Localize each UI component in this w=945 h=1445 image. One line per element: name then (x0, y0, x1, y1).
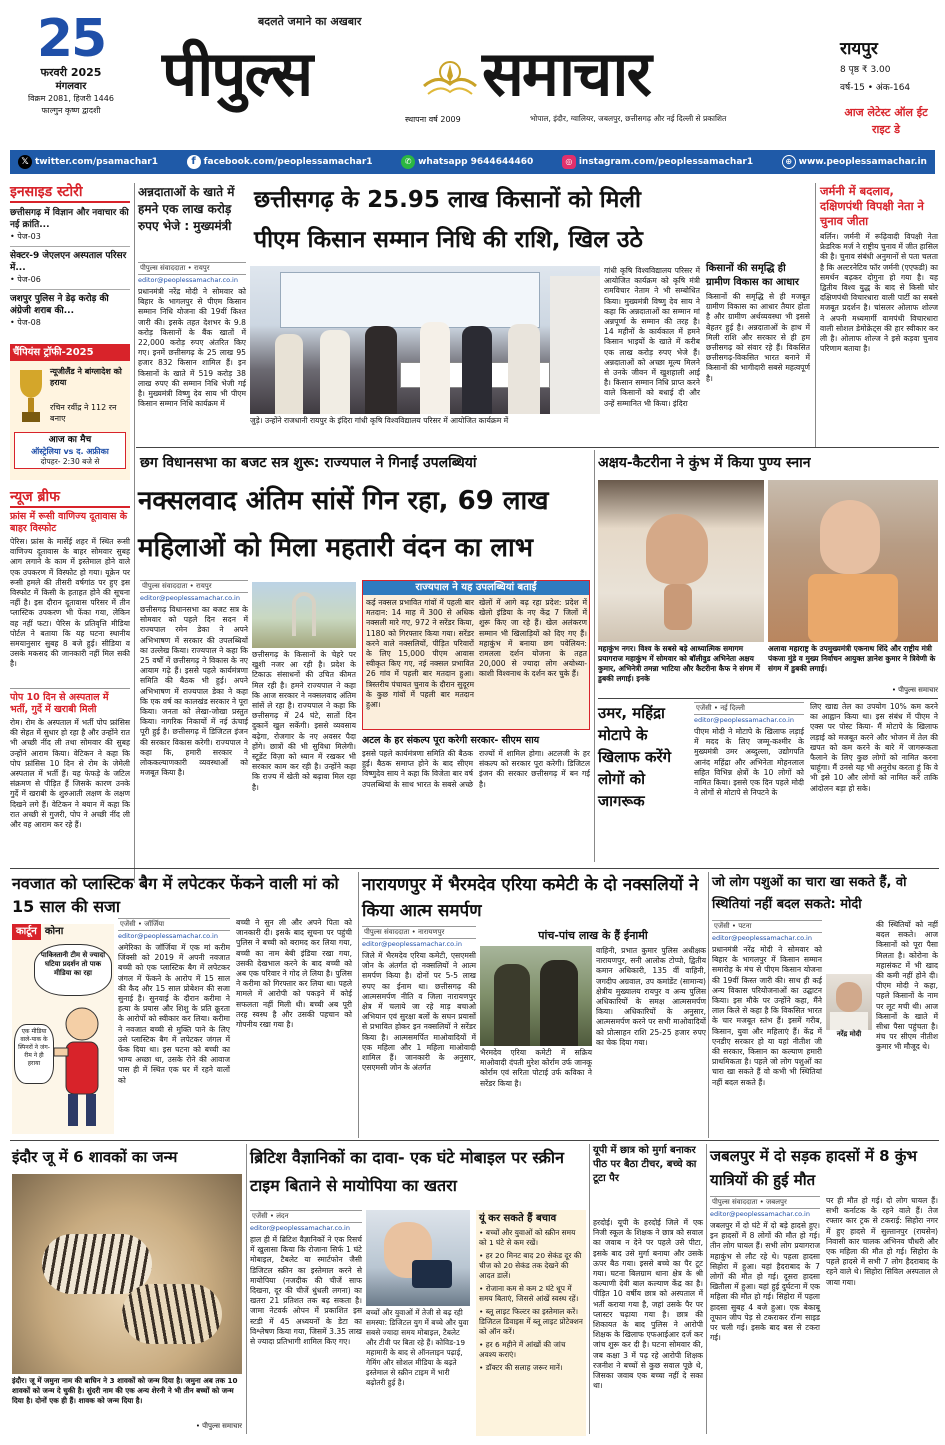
photo-person (494, 964, 530, 1046)
photo-cub (42, 1234, 152, 1294)
cattle-headline: जो लोग पशुओं का चारा खा सकते हैं, वो स्थितियां नहीं बदल सकते: मोदी (712, 875, 907, 912)
inside-item-text: छत्तीसगढ़ में विज्ञान और नवाचार की नई क्रांति... (10, 208, 129, 230)
logo-title-right: समाचार (482, 37, 650, 110)
inside-item-page: • पेज-06 (10, 275, 41, 284)
logo-emblem (420, 46, 480, 104)
tip-item: • रोजाना कम से कम 2 घंटे धूप में समय बिताएं, जिससे आंखें स्वस्थ रहें। (479, 1284, 579, 1303)
myopia-photo (366, 1210, 470, 1306)
budget-email[interactable]: editor@peoplessamachar.co.in (140, 594, 240, 602)
date-month-year: फरवरी 2025 (40, 66, 102, 79)
obesity-byline: एजेंसी • नई दिल्ली (694, 702, 804, 715)
date-weekday: मंगलवार (55, 81, 87, 92)
match-time: दोपहर- 2:30 बजे से (40, 457, 100, 466)
inside-item-text: सेक्टर-9 जेएलएन अस्पताल परिसर में... (10, 251, 127, 273)
myopia-email[interactable]: editor@peoplessamachar.co.in (250, 1224, 350, 1232)
budget-byline: पीपुल्स संवाददाता • रायपुर (140, 580, 248, 593)
jabalpur-email[interactable]: editor@peoplessamachar.co.in (710, 1210, 810, 1218)
cattle-col1 (712, 920, 822, 1136)
website-url: www.peoplessamachar.in (798, 157, 927, 167)
cattle-body-col2: की स्थितियों को नहीं बदल सकते। आज किसानों को पूरा पैसा मिलता है। कोरोना के महासंकट में भी खाद की कमी नहीं होने दी। पीएम मोदी ने कहा, पहले किसानों के नाम पर लूट मची थी। आज किसानों के खाते में सीधा पैसा पहुंचता है। मंच पर सीएम नीतीश कुमार भी मौजूद थे। (876, 920, 938, 1052)
inside-item[interactable] (10, 207, 130, 242)
news-brief-title: न्यूज ब्रीफ (10, 488, 130, 508)
obesity-email[interactable]: editor@peoplessamachar.co.in (694, 716, 794, 724)
naxal-byline: पीपुल्स संवाददाता • नारायणपुर (362, 926, 476, 939)
inside-item-page: • पेज-08 (10, 318, 41, 327)
newborn-body-col2: बच्ची ने सुन ली और अपने पिता को जानकारी दी। इसके बाद सूचना पर पहुंची पुलिस ने बच्ची को बरामद कर लिया गया, बच्ची का नाम बेबी इंडिया रखा गया, उसकी देखभाल करने के बाद बच्ची को अब एक परिवार ने गोद ले लिया है। पुलिस ने करीमा को गिरफ्तार कर लिया था। पहले मामले में आरोपी को पकड़ने में कोई सफलता नहीं मिली थी। बच्ची अब पूरी तरह स्वस्थ है और उसकी पहचान को गोपनीय रखा गया है। (236, 918, 352, 1030)
photo-person (420, 322, 450, 414)
obesity-body-col1: पीएम मोदी ने मोटापे के खिलाफ लड़ाई में मदद के लिए जम्मू-कश्मीर के मुख्यमंत्री उमर अब्दुल्ला, उद्योगपति आनंद महिंद्रा और अभिनेता मोहनलाल सहित विभिन्न क्षेत्रों के 10 लोगों को नामित किया। इससे एक दिन पहले मोदी ने लोगों से मोटापे से निपटने के (694, 727, 804, 798)
naxal-body-col1: जिले में भैरमदेव एरिया कमेटी, एसएमसी जोन के अंतर्गत दो नक्सलियों ने आत्म समर्पण किया है। दोनों पर 5-5 लाख रुपए का ईनाम था। छत्तीसगढ़ की आत्मसमर्पण नीति व जिला नारायणपुर क्षेत्र में चलाये जा रहे माड़ बचाओ अभियान एवं सुरक्षा बलों के सघन प्रयासों से प्रभावित होकर इन नक्सलियों ने सरेंडर किया है। आत्मसमर्पित माओवादियों में एक महिला और 1 महिला माओवादी शामिल हैं। जानकारी के अनुसार, एसएमसी जोन के अंतर्गत (362, 951, 476, 1073)
atal-headline: अटल के हर संकल्प पूरा करेगी सरकार- सीएम साय (362, 735, 540, 746)
lead-body-col1: प्रधानमंत्री नरेंद्र मोदी ने सोमवार को बिहार के भागलपुर से पीएम किसान सम्मान निधि योजना की 19वीं किश्त जारी की। इसके तहत देशभर के 9.8 करोड़ किसानों के बैंक खातों में 22,000 करोड़ रुपए अंतरित किए गए। इनमें छत्तीसगढ़ के 25 लाख 95 हजार 832 किसान शामिल हैं। इन किसानों के खाते में 519 करोड़ 38 लाख रुपए की सम्मान निधि भेजी गई है। मुख्यमंत्री विष्णु देव साय भी पीएम किसान सम्मान निधि कार्यक्रम में (138, 287, 246, 409)
obesity-headline: उमर, महिंद्रा मोटापे के खिलाफ करेंगे लोगों को जागरूक (598, 704, 672, 810)
tip-item: • ब्लू लाइट फिल्टर का इस्तेमाल करें। डिजिटल डिवाइस में ब्लू लाइट प्रोटेक्शन को ऑन करें। (479, 1307, 583, 1336)
inside-item-text: जशपुर पुलिस ने डेढ़ करोड़ की अंग्रेजी शराब की... (10, 294, 109, 316)
inside-item[interactable] (10, 246, 130, 285)
whatsapp-icon: ✆ (401, 155, 415, 169)
budget-kicker: छग विधानसभा का बजट सत्र शुरू: राज्यपाल ने गिनाईं उपलब्धियां (140, 455, 477, 471)
modi-caption: नरेंद्र मोदी (836, 1030, 862, 1038)
photo-person (320, 330, 350, 414)
jabalpur-byline: पीपुल्स संवाददाता • जबलपुर (710, 1196, 820, 1209)
jabalpur-col1 (710, 1196, 820, 1436)
match-teams: ऑस्ट्रेलिया vs द. अफ्रीका (31, 447, 109, 456)
lead-email[interactable]: editor@peoplessamachar.co.in (138, 276, 238, 284)
published-from: भोपाल, इंदौर, ग्वालियर, जबलपुर, छत्तीसगढ़ और नई दिल्ली से प्रकाशित (530, 114, 727, 123)
jabalpur-body-col2: पर ही मौत हो गई। दो लोग घायल हैं। सभी कर्नाटक के रहने वाले हैं। तेज रफ्तार कार ट्रक से टकराई: सिहोरा नगर में हुए हादसे में सुल्तानपुर (रायसेन) निवासी कार चालक अभिनव चौधरी और एक महिला की मौत हो गई। सिहोरा के पहले हादसे में सभी 7 लोग हैदराबाद के रहने वाले थे। सिहोरा सिविल अस्पताल ले जाया गया। (826, 1196, 938, 1287)
zoo-photo (12, 1174, 242, 1374)
cartoon-label-2: कोना (44, 926, 64, 937)
inside-item-page: • पेज-03 (10, 232, 41, 241)
myopia-tips-list (476, 1228, 586, 1373)
atal-story (362, 734, 590, 866)
myopia-body-col1: हाल ही में ब्रिटिश वैज्ञानिकों ने एक रिसर्च में खुलासा किया कि रोजाना सिर्फ 1 घंटे मोबाइल, टैबलेट या स्मार्टफोन जैसी डिजिटल स्क्रीन का इस्तेमाल करने से मायोपिया (नजदीक की चीजें साफ दिखना, दूर की चीजें धुंधली लगना) का खतरा 21 प्रतिशत तक बढ़ सकता है। जामा नेटवर्क ओपन में प्रकाशित इस स्टडी में 45 अध्ययनों के डेटा का विश्लेषण किया गया, जिसमें 3.35 लाख से ज्यादा प्रतिभागी शामिल किए गए। (250, 1235, 362, 1347)
newborn-byline: एजेंसी • जॉर्जिया (118, 918, 230, 931)
budget-body-col1: छत्तीसगढ़ विधानसभा का बजट सत्र के सोमवार को पहले दिन सदन में राज्यपाल रमेन डेका ने अपने अभिभाषण में सरकार की उपलब्धियों का उल्लेख किया। राज्यपाल ने कहा कि 25 वर्षों में छत्तीसगढ़ ने विकास के नए आयाम गढ़े हैं। इससे पहले कार्यमंत्रणा समिति की बैठक भी हुई। अपने अभिभाषण में राज्यपाल डेका ने कहा कि एक वर्ष का कालखंड सरकार ने पूरा किया। जनता को लेखा-जोखा प्रस्तुत किया। नागरिक निकायों में नई ऊंचाई पूरी हुई है। छत्तीसगढ़ में डिजिटल इंजन की सरकार विकास करेगी। राज्यपाल ने कहा कि, हमारी सरकार ने लोककल्याणकारी व्यवस्थाओं को मजबूत किया है। (140, 605, 248, 778)
photo-body (830, 1012, 868, 1030)
jabalpur-headline: जबलपुर में दो सड़क हादसों में 8 कुंभ यात्रियों की हुई मौत (710, 1147, 917, 1189)
naxal-email[interactable]: editor@peoplessamachar.co.in (362, 940, 462, 948)
lead-sidebar (706, 262, 810, 444)
governor-achievements-box (362, 580, 590, 730)
photo-face (646, 514, 708, 584)
photo-phone (412, 1260, 452, 1288)
akshay-headline: अक्षय-कैटरीना ने कुंभ में किया पुण्य स्नान (598, 455, 811, 471)
instagram-icon: ◎ (562, 155, 576, 169)
photo-cub (122, 1284, 222, 1344)
inside-story-title: इनसाइड स्टोरी (10, 183, 130, 203)
teacher-body: हरदोई। यूपी के हरदोई जिले में एक निजी स्कूल के शिक्षक ने छात्र को सवाल का जवाब न देने पर पहले उसे पीटा, इसके बाद उसे मुर्गा बनाया और उसके ऊपर बैठ गया। इससे बच्चे का पैर टूट गया। घटना बिलग्राम थाना क्षेत्र के श्री कल्याणी देवी बाल कल्याण केंद्र का है। पीड़ित 10 वर्षीय छात्र को अस्पताल में भर्ती कराया गया है, जहां उसके पैर पर प्लास्टर चढ़ाया गया है। छात्र की शिकायत के बाद पुलिस ने आरोपी शिक्षक के खिलाफ एफआईआर दर्ज कर जांच शुरू कर दी है। घटना सोमवार की, जब कक्षा 3 में पढ़ रहे आरोपी शिक्षक रजनीश ने बच्चों से कुछ सवाल पूछे थे, जिसका जवाब एक बच्चा नहीं दे सका था। (593, 1218, 703, 1391)
champions-title: चैंपियंस ट्रॉफी-2025 (10, 344, 130, 361)
year-issue: वर्ष-15 • अंक-164 (840, 83, 911, 93)
tip-item: • हर 20 मिनट बाद 20 सेकंड दूर की चीज को 20 सेकंड तक देखने की आदत डालें। (479, 1251, 582, 1280)
tip-item: • बच्चों और युवाओं को स्क्रीन समय को 1 घंटे से कम रखें। (479, 1228, 576, 1247)
naxal-body-col2: भैरमदेव एरिया कमेटी में सक्रिय माओवादी दंपती मुरेश कोर्राम उर्फ जानकू कोर्राम एवं सरिता पोटाई उर्फ कविका ने सरेंडर किया है। (480, 1048, 592, 1088)
match-today (14, 432, 126, 469)
date-day: 25 (36, 9, 106, 69)
cattle-email[interactable]: editor@peoplessamachar.co.in (712, 934, 812, 942)
budget-body-col2: छत्तीसगढ़ के किसानों के चेहरे पर खुशी नजर आ रही है। प्रदेश के टिकाऊ संसाधनों की उचित कीमत मिल रही है। हमने राज्यपाल ने कहा कि आज सरकार ने नक्सलवाद अंतिम सांसें ले रहा है। राज्यपाल ने कहा कि छत्तीसगढ़ में 24 घंटे, सातों दिन दुकानें खुल सकेंगी। इससे व्यवसाय बढ़ेगा, रोजगार के नए अवसर पैदा होंगे। छात्रों की भी सुविधा मिलेगी। स्टूडेंट विज़ा को ध्यान में रखकर भी सरकार काम कर रही है। उन्होंने कहा कि राज्य में खेती को बढ़ावा मिल रहा है। (252, 650, 356, 792)
budget-headline: नक्सलवाद अंतिम सांसें गिन रहा, 69 लाख महिलाओं को मिला महतारी वंदन का लाभ (138, 486, 549, 563)
date-block (12, 9, 130, 147)
cattle-byline: एजेंसी • पटना (712, 920, 822, 933)
instagram-handle: instagram.com/peoplessamachar1 (578, 157, 754, 167)
myopia-byline: एजेंसी • लंदन (250, 1210, 362, 1223)
lead-subhead: किसानों की समृद्धि ही ग्रामीण विकास का आधार (706, 263, 799, 288)
logo (162, 28, 832, 128)
zoo-credit: • पीपुल्स समाचार (195, 1422, 242, 1430)
teacher-headline: यूपी में छात्र को मुर्गा बनाकर पीठ पर बैठा टीचर, बच्चे का टूटा पैर (593, 1145, 697, 1184)
photo-person (462, 326, 492, 414)
cm-quote: अन्नदाताओं के खाते में हमने एक लाख करोड़ रुपए भेजे : मुख्यमंत्री (138, 185, 235, 233)
obesity-body-col2: लिए खाद्य तेल का उपयोग 10% कम करने का आह्वान किया था। इस संबंध में पीएम ने एक्स पर पोस्ट किया- मैं मोटापे के खिलाफ लड़ाई को मजबूत करने और भोजन में तेल की खपत को कम करने के बारे में जागरूकता फैलाने के लिए कुछ लोगों को नामित करना चाहूंगा। मैं उनसे यह भी अनुरोध करता हूं कि वे भी इसे 10 और लोगों को नामित करें ताकि आंदोलन बड़ा हो सके। (810, 702, 938, 793)
myopia-tips-title: यूं कर सकते हैं बचाव (479, 1213, 557, 1224)
naxal-headline: नारायणपुर में भैरमदेव एरिया कमेटी के दो नक्सलियों ने किया आत्म समर्पण (362, 875, 699, 921)
lead-body-col2: जुड़े। उन्होंने राजधानी रायपुर के इंदिरा गांधी कृषि विश्वविद्यालय परिसर में आयोजित कार्यक्रम में (250, 416, 509, 425)
whatsapp-link[interactable] (401, 155, 533, 169)
date-samvat: विक्रम 2081, हिजरी 1446 (28, 94, 114, 103)
akshay-credit: • पीपुल्स समाचार (891, 686, 938, 694)
germany-headline: जर्मनी में बदलाव, दक्षिणपंथी विपक्षी नेता ने चुनाव जीता (820, 184, 924, 228)
germany-body: बर्लिन। जर्मनी में रूढ़िवादी विपक्षी नेता फ्रेडरिक मर्ज ने राष्ट्रीय चुनाव में जीत हासिल की है। चुनाव संबंधी अनुमानों से पता चलता है कि अल्टरनेटिव फॉर जर्मनी (एएफडी) का समर्थन बढ़कर दोगुना हो गया है। यह द्वितीय विश्व युद्ध के बाद से किसी घोर दक्षिणपंथी विचारधारा वाली पार्टी का सबसे मजबूत प्रदर्शन है। चांसलर ओलाफ शोल्ज ने अपनी मध्यमार्गी वामपंथी विचारधारा वाली सोशल डेमोक्रेट्स की हार स्वीकार कर ली है। ओलाफ शोल्ज ने इसे कड़वा चुनाव परिणाम बताया है। (820, 232, 938, 354)
cartoon-speech: पाकिस्तानी टीम से ज्यादा घटिया प्रदर्शन तो पाक मीडिया का रहा (34, 944, 112, 996)
governor-box-col2: खेलों में आगे बढ़ रहा प्रदेश: प्रदेश में खेलो इंडिया के नए केंद्र 7 जिलों में शुरू किए जा रहे हैं। खेल अलंकरण सम्मान भी खिलाड़ियों को दिए गए हैं। महाकुंभ में बनाया छग पवेलियन: रामलला दर्शन योजना के तहत 20,000 से ज्यादा लोग अयोध्या-काशी विश्वनाथ के दर्शन कर चुके हैं। (479, 598, 587, 679)
social-bar (10, 150, 935, 174)
cartoon-figure-icon (52, 1002, 112, 1130)
facebook-handle: facebook.com/peoplessamachar1 (203, 157, 373, 167)
trophy-icon (14, 366, 48, 428)
photo-hands (664, 584, 692, 630)
naxal-body-col3: वाहिनी, प्रभात कुमार पुलिस अधीक्षक नारायणपुर, सनी आलोक टोप्पो, द्वितीय कमान अधिकारी, 135 वीं वाहिनी, जगदीप अग्रवाल, उप कमांडेंट (सामान्य) क्षेत्रीय मुख्यालय रायपुर व अन्य पुलिस अधिकारियों के समक्ष आत्मसमर्पण किया। अधिकारियों के अनुसार, आत्मसमर्पण करने पर सभी माओवादियों को प्रोत्साहन राशि 25-25 हजार रुपए का चेक दिया गया। (596, 946, 706, 1047)
cartoon-side-text: एक मीडिया वाले-पाक के स्पिनरों ने जंग-रीम ने ही हराया (14, 1024, 54, 1084)
naxal-col1 (362, 926, 476, 1136)
lead-body-col4: किसानों की समृद्धि से ही मजबूत ग्रामीण विकास का आधार तैयार होता है और ग्रामीण अर्थव्यवस्था भी इससे बेहतर हुई है। अन्नदाताओं के हाथ में मिली राशि और सरकार से ही हम छत्तीसगढ़ को संवार रहे हैं। विकसित छत्तीसगढ़-विकसित भारत बनाने में किसानों की भागीदारी सबसे महत्वपूर्ण है। (706, 292, 810, 383)
akshay-photo (598, 480, 764, 642)
photo-person (508, 324, 540, 414)
latest-day: आज लेटेस्ट ऑल ईट राइट डे (844, 106, 928, 136)
newborn-body-col1: अमेरिका के जॉर्जिया में एक मां करीम जिंक्सी को 2019 में अपनी नवजात बच्ची को एक प्लास्टिक बैग में लपेटकर जंगल में फेंकने के आरोप में 15 साल की कैद और 15 साल प्रोबेशन की सजा सुनाई है। सुनवाई के दौरान करीमा ने हत्या के प्रयास और शिशु के प्रति क्रूरता के आरोपों को स्वीकार कर लिया। करीमा ने नवजात बच्ची से मुक्ति पाने के लिए उसे प्लास्टिक बैग में लपेटकर जंगल में फेंक दिया था। इस घटना को बच्ची का भाग्य अच्छा था, उसके रोने की आवाज पास ही में स्थित एक घर में रहने वालों को (118, 943, 230, 1085)
photo-monument (292, 592, 316, 636)
myopia-photo-caption: बच्चों और युवाओं में तेजी से बढ़ रही समस्या: डिजिटल युग में बच्चे और युवा सबसे ज्यादा समय मोबाइल, टैबलेट और टीवी पर बिता रहे हैं। कोविड-19 महामारी के बाद से ऑनलाइन पढ़ाई, गेमिंग और सोशल मीडिया के बढ़ते इस्तेमाल से स्क्रीन टाइम में भारी बढ़ोतरी हुई है। (366, 1308, 469, 1387)
photo-face (820, 500, 880, 574)
modi-photo (826, 974, 872, 1030)
atal-body: इससे पहले कार्यमंत्रणा समिति की बैठक हुई। बैठक समाप्त होने के बाद सीएम विष्णुदेव साय ने कहा कि विजेता बार वर्ष उपलब्धियां के साथ भारत के सबसे अच्छे राज्यों में शामिल होगा। अटलजी के हर संकल्प को सरकार पूरा करेगी। डिजिटल इंजन की सरकार छत्तीसगढ़ में बन गई है। (362, 749, 590, 789)
brief-body: रोम। रोम के अस्पताल में भर्ती पोप फ्रांसिस की सेहत में सुधार हो रहा है और उन्होंने रात भी अच्छी नींद ली तथा सोमवार की सुबह उन्होंने आराम किया। वेटिकन ने कहा कि पोप फ्रांसिस 10 दिन से रोम के जेमेली अस्पताल में भर्ती हैं। यह फेफड़े के जटिल संक्रमण से पीड़ित हैं जिसके कारण उनके गुर्दे में खराबी के शुरुआती लक्षण के लक्षण दिखने लगे हैं। वेटिकन ने बयान में कहा कि रात अच्छी से गुजरी, पोप ने अच्छी नींद ली और वह आराम कर रहे हैं। (10, 718, 130, 830)
lead-headline: छत्तीसगढ़ के 25.95 लाख किसानों को मिली पीएम किसान सम्मान निधि की राशि, खिल उठे (254, 187, 643, 253)
photo-person (365, 326, 397, 414)
myopia-col1 (250, 1210, 362, 1436)
lead-body-col3: गांधी कृषि विश्वविद्यालय परिसर में आयोजित कार्यक्रम को कृषि मंत्री रामविचार नेताम ने भी सम्बोधित किया। मुख्यमंत्री विष्णु देव साय ने कहा कि अन्नदाताओं का सम्मान मां अन्नपूर्णा के सम्मान की तरह है। 14 महीनों के कार्यकाल में हमने किसान भाइयों के खाते में करीब एक लाख करोड़ रुपए भेजे हैं। अन्नदाताओं को अच्छा मूल्य मिलने से उनके जीवन में खुशहाली आई है। किसान सम्मान निधि प्राप्त करने वाले किसानों को बधाई दी और उन्हें सम्मानित भी किया। इंदिरा (600, 266, 700, 444)
cattle-body-col1: प्रधानमंत्री नरेंद्र मोदी ने सोमवार को बिहार के भागलपुर में किसान सम्मान समारोह के मंच से पीएम किसान योजना की 19वीं किस्त जारी की। साथ ही कई अन्य विकास परियोजनाओं का उद्घाटन किया। इस मौके पर उन्होंने कहा, मैंने लाल किले से कहा है कि विकसित भारत के चार मजबूत स्तंभ हैं। इसमें गरीब, किसान, युवा और महिलाएं हैं। केंद्र में एनडीए सरकार हो या यहां नीतीश जी की सरकार, किसान का कल्याण हमारी प्राथमिकता है। पहले जो लोग पशुओं का चारा खा सकते हैं वो कभी भी स्थितियां नहीं बदल सकते हैं। (712, 945, 822, 1087)
photo-person (540, 960, 578, 1046)
website-link[interactable] (782, 155, 927, 169)
newborn-headline: नवजात को प्लास्टिक बैग में लपेटकर फेंकने वाली मां को 15 साल की सजा (12, 874, 339, 916)
jabalpur-body-col1: जबलपुर में दो घंटे में दो बड़े हादसे हुए। इन हादसों में 8 लोगों की मौत हो गई। तीन लोग घायल हैं। सभी लोग प्रयागराज महाकुंभ से लौट रहे थे। पहला हादसा सिहोरा में हुआ। यहां हैदराबाद के 7 लोगों की मौत हो गई। दूसरा हादसा खितौला में हुआ। यहां हुई दुर्घटना में एक महिला की मौत हो गई। सिहोरा में पहला हादसा सुबह 4 बजे हुआ। एक बेकाबू तूफान जीप पेड़ से टकराकर रॉन्ग साइड पर चली गई। इसके बाद बस से टकरा गई। (710, 1221, 820, 1343)
twitter-handle: twitter.com/psamachar1 (35, 157, 159, 167)
globe-icon: ⊕ (782, 155, 796, 169)
established: स्थापना वर्ष 2009 (405, 115, 461, 124)
myopia-tips-box (476, 1210, 586, 1436)
photo-person (275, 334, 303, 414)
newborn-col1 (118, 918, 230, 1136)
cartoon-corner (12, 924, 114, 1134)
tip-item: • हर 6 महीने में आंखों की जांच अवश्य कराएं। (479, 1340, 566, 1359)
budget-col1 (140, 580, 248, 866)
naxal-photo (480, 946, 592, 1046)
photo-face (836, 982, 862, 1012)
match-label: आज का मैच (48, 435, 92, 445)
tagline: बदलते जमाने का अखबार (258, 15, 362, 28)
brief-headline: पोप 10 दिन से अस्पताल में भर्ती, गुर्दे में खराबी मिली (10, 688, 130, 716)
akshay-caption-2: अलावा महाराष्ट्र के उपमुख्यमंत्री एकनाथ शिंदे और राष्ट्रीय मंत्री पंकजा मुंडे व मुख्य निर्वाचन आयुक्त ज्ञानेश कुमार ने त्रिवेणी के संगम में डुबकी लगाई। (768, 644, 936, 673)
pages-price: 8 पृष्ठ ₹ 3.00 (840, 65, 891, 75)
logo-title-left: पीपुल्स (162, 37, 312, 110)
zoo-caption: इंदौर। जू में जमुना नाम की बाघिन ने 3 शावकों को जन्म दिया है। जमुना अब तक 10 शावकों को जन्म दे चुकी है। सुंदरी नाम की एक अन्य शेरनी ने भी तीन बच्चों को जन्म दिया है। दोनों एक ही हैं। शावक को जन्म दिया है। (12, 1376, 238, 1405)
edition-city: रायपुर (840, 39, 878, 59)
newborn-email[interactable]: editor@peoplessamachar.co.in (118, 932, 218, 940)
vidhansabha-photo (252, 582, 356, 648)
facebook-icon: f (187, 155, 201, 169)
cartoon-label: कार्टून (12, 924, 41, 940)
champions-trophy-box (10, 344, 130, 480)
champions-line1: न्यूजीलैंड ने बांग्लादेश को हराया (50, 367, 122, 387)
katrina-photo (768, 480, 938, 642)
champions-line2: रचिन रवींद्र ने 112 रन बनाए (50, 403, 117, 423)
zoo-headline: इंदौर जू में 6 शावकों का जन्म (12, 1148, 178, 1166)
twitter-link[interactable] (18, 155, 158, 169)
stage-banner (280, 272, 540, 328)
inside-item[interactable] (10, 289, 130, 328)
governor-box-col1: कई नक्सल प्रभावित गांवों में पहली बार मतदान: 14 माह में 300 से अधिक नक्सली मारे गए, 972 ने सरेंडर किया, 1180 को गिरफ्तार किया गया। सरेंडर करने वाले नक्सलियों, पीड़ित परिवारों के लिए 15,000 पीएम आवास स्वीकृत किए गए, नई नक्सल प्रभावित 26 गांव में पहली बार मतदान हुआ। त्रिस्तरीय पंचायत चुनाव के दौरान सुदूरम के कुछ गांवों में पहली बार मतदान हुआ। (366, 598, 474, 710)
brief-body: पेरिस। फ्रांस के मार्सेई शहर में स्थित रूसी वाणिज्य दूतावास के बाहर सोमवार सुबह आग लगाने के काम में इस्तेमाल होने वाले एक उपकरण में विस्फोट हो गया। यूक्रेन पर रूसी हमले की तीसरी वर्षगांठ पर हुए इस विस्फोट में किसी के हताहत होने की सूचना नहीं है। इस दौरान दूतावास परिसर में तीन प्लास्टिक उपकरण भी फेंका गया, लेकिन वह नहीं फटा। पेरिस के प्रतिवृत्ति मीडिया पोर्टल ने बताया कि यह घटना स्थानीय समयानुसार सुबह 8 बजे हुई। सीडिया व उसके मकसद की जानकारी नहीं मिल सकी है। (10, 537, 130, 669)
photo-body (808, 574, 898, 642)
whatsapp-number: whatsapp 9644644460 (418, 157, 534, 167)
date-tithi: फाल्गुन कृष्ण द्वादशी (41, 106, 101, 115)
tip-item: • डॉक्टर की सलाह जरूर मानें। (479, 1363, 563, 1372)
facebook-link[interactable] (187, 155, 373, 169)
lead-byline: पीपुल्स संवाददाता • रायपुर (138, 262, 246, 275)
akshay-caption-1: महाकुंभ नगर। विश्व के सबसे बड़े आध्यात्मिक समागम प्रयागराज महाकुंभ में सोमवार को बॉलीवुड अभिनेता अक्षय कुमार, अभिनेत्री तमन्ना भाटिया और कैटरीना कैफ ने संगम में डुबकी लगाई। इनके (598, 644, 760, 683)
naxal-kicker: पांच-पांच लाख के हैं ईनामी (538, 929, 648, 942)
twitter-icon: 𝕏 (18, 155, 32, 169)
news-brief (10, 488, 130, 888)
myopia-headline: ब्रिटिश वैज्ञानिकों का दावा- एक घंटे मोबाइल पर स्क्रीन टाइम बिताने से मायोपिया का खतरा (250, 1148, 564, 1195)
instagram-link[interactable] (562, 155, 753, 169)
inside-story (10, 183, 130, 348)
obesity-col1 (694, 702, 804, 864)
governor-box-title: राज्यपाल ने यह उपलब्धियां बताईं (363, 581, 589, 595)
pen-nib-icon (420, 46, 480, 104)
brief-headline: फ्रांस में रूसी वाणिज्य दूतावास के बाहर विस्फोट (10, 511, 128, 534)
germany-story (820, 184, 938, 448)
